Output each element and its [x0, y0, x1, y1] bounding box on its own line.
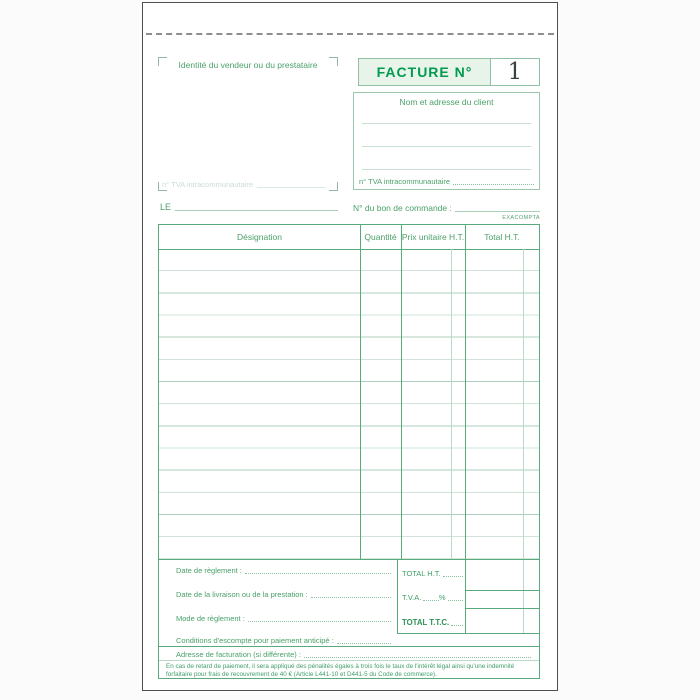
totals-total-ht-row — [402, 569, 463, 578]
legal-top-rule — [159, 660, 539, 661]
field-date-livraison-rule — [311, 597, 391, 598]
client-address-label: Nom et adresse du client — [399, 97, 494, 107]
field-mode-reglement-rule — [248, 621, 391, 622]
invoice-number: 1 — [507, 59, 523, 85]
vendor-identity-label: Identité du vendeur ou du prestataire — [178, 60, 318, 70]
vendor-tva-hint-label: n° TVA intracommunautaire — [162, 180, 254, 189]
client-address-box — [353, 92, 540, 190]
field-conditions-escompte — [176, 636, 391, 645]
client-tva-rule — [453, 184, 534, 185]
cents-rule-total — [523, 249, 524, 633]
invoice-title-box — [358, 58, 540, 86]
crop-mark-bottom-right — [329, 182, 338, 191]
vendor-tva-hint — [162, 180, 328, 189]
billing-address-rule — [304, 657, 531, 658]
client-write-line — [362, 146, 531, 147]
date-line-label: LE — [160, 202, 172, 212]
column-rule-quantite — [401, 225, 402, 559]
totals-total-ttc-row — [402, 618, 463, 627]
column-header-quantite: Quantité — [364, 232, 397, 242]
column-header-designation: Désignation — [237, 232, 282, 242]
field-mode-reglement-label: Mode de règlement : — [176, 614, 245, 623]
column-header-total-ht: Total H.T. — [484, 232, 520, 242]
totals-tva-label: T.V.A. — [402, 593, 422, 602]
column-header-prix-unitaire: Prix unitaire H.T. — [401, 232, 465, 242]
billing-address-line — [176, 650, 531, 659]
totals-total-ttc-label: TOTAL T.T.C. — [402, 618, 450, 627]
address-top-rule — [159, 646, 539, 647]
billing-address-label: Adresse de facturation (si différente) : — [176, 650, 301, 659]
table-rows-area — [159, 249, 539, 559]
order-number-label: N° du bon de commande : — [353, 203, 452, 213]
field-conditions-escompte-label: Conditions d'escompte pour paiement anticipé : — [176, 636, 334, 645]
order-number-rule — [455, 211, 540, 212]
field-date-livraison-label: Date de la livraison ou de la prestation : — [176, 590, 308, 599]
order-number-line — [353, 203, 540, 213]
field-date-livraison — [176, 590, 391, 599]
invoice-title: FACTURE N° — [359, 59, 491, 85]
totals-box-left-rule — [397, 559, 398, 633]
client-tva-line — [359, 177, 534, 186]
brand-exacompta: EXACOMPTA — [502, 215, 540, 221]
totals-tva-leader2 — [448, 600, 464, 601]
field-date-reglement-label: Date de règlement : — [176, 566, 242, 575]
date-line-rule — [175, 210, 338, 211]
totals-total-ht-label: TOTAL H.T. — [402, 569, 441, 578]
footer-top-rule — [159, 559, 539, 560]
field-date-reglement — [176, 566, 391, 575]
field-mode-reglement — [176, 614, 391, 623]
totals-tva-percent: % — [438, 593, 446, 602]
client-write-line — [362, 169, 531, 170]
totals-cell-rule — [465, 590, 540, 591]
totals-box-bottom-rule — [397, 633, 540, 634]
totals-tva-row — [402, 593, 463, 602]
column-rule-total — [465, 225, 466, 633]
field-conditions-escompte-rule — [337, 643, 391, 644]
cents-rule-prix-unitaire — [451, 249, 452, 559]
column-rule-designation — [360, 225, 361, 559]
totals-cell-rule — [465, 608, 540, 609]
client-tva-label: n° TVA intracommunautaire — [359, 177, 451, 186]
date-line — [160, 202, 338, 212]
totals-total-ttc-leader — [451, 625, 463, 626]
totals-total-ht-leader — [443, 576, 463, 577]
field-date-reglement-rule — [245, 573, 391, 574]
perforation-line — [146, 33, 554, 35]
totals-tva-leader — [423, 600, 439, 601]
vendor-tva-rule — [257, 187, 326, 188]
legal-notice: En cas de retard de paiement, il sera appliqué des pénalités égales à trois fois le taux de l'intérêt légal ainsi qu'une indemnité forfaitaire pour frais de recouvrement de 40 € (Article L441-10 et D441-5 du Code de commerce). — [166, 663, 515, 679]
client-write-line — [362, 123, 531, 124]
invoice-page — [142, 2, 558, 691]
items-table — [158, 224, 540, 679]
